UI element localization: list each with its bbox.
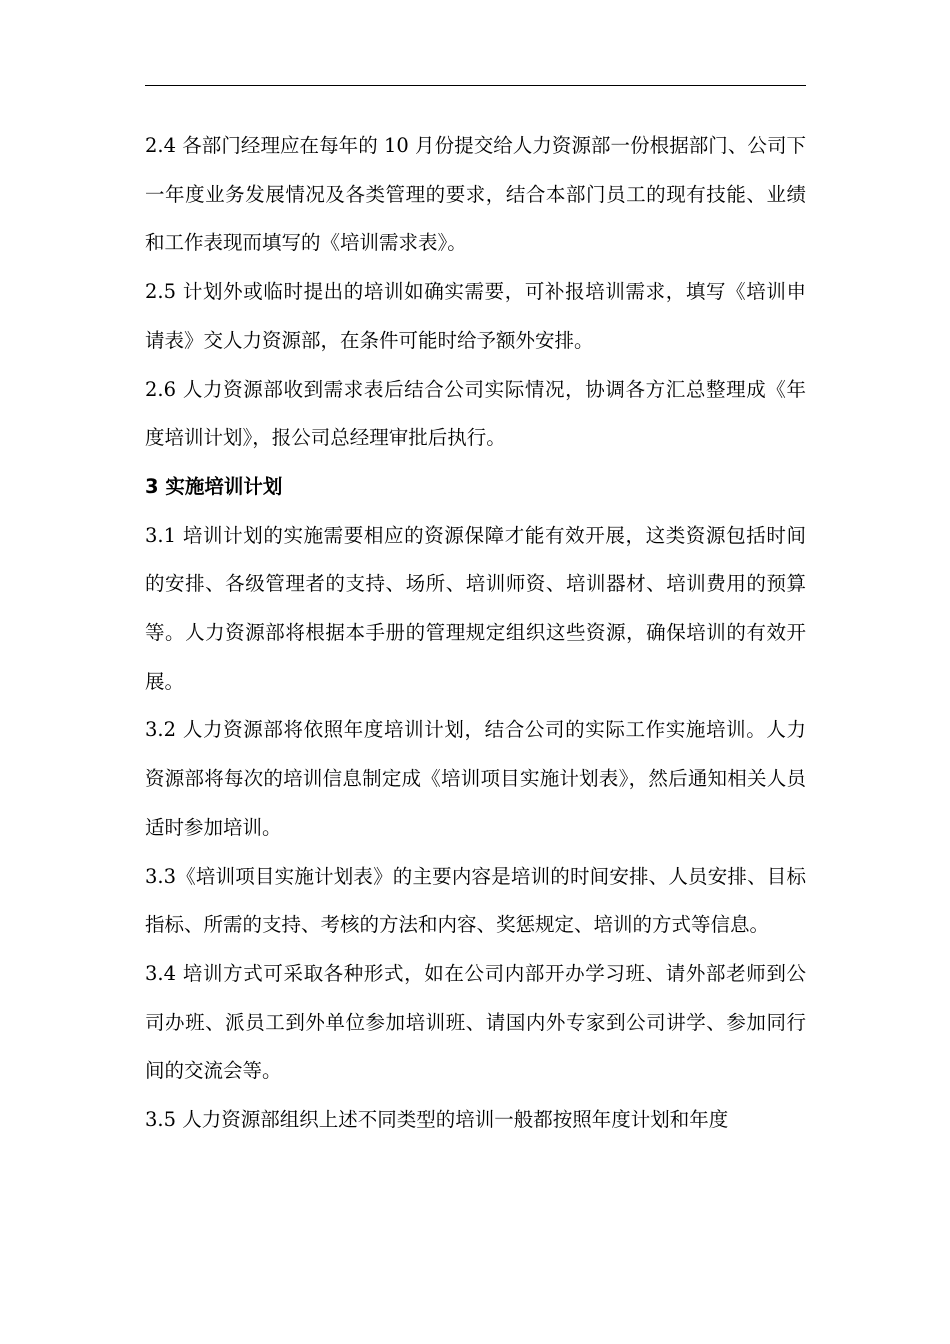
- paragraph-3-3: 3.3《培训项目实施计划表》的主要内容是培训的时间安排、人员安排、目标指标、所需的支持、考核的方法和内容、奖惩规定、培训的方式等信息。: [145, 864, 806, 937]
- header-rule: [145, 85, 806, 86]
- paragraph-3-4: 3.4 培训方式可采取各种形式，如在公司内部开办学习班、请外部老师到公司办班、派员工到外单位参加培训班、请国内外专家到公司讲学、参加同行间的交流会等。: [145, 961, 806, 1083]
- paragraph-2-6: 2.6 人力资源部收到需求表后结合公司实际情况，协调各方汇总整理成《年度培训计划》，报公司总经理审批后执行。: [145, 377, 806, 450]
- paragraph-3-5: 3.5 人力资源部组织上述不同类型的培训一般都按照年度计划和年度: [145, 1108, 729, 1132]
- paragraph-2-4: 2.4 各部门经理应在每年的 10 月份提交给人力资源部一份根据部门、公司下一年度业务发展情况及各类管理的要求，结合本部门员工的现有技能、业绩和工作表现而填写的《培训需求表》。: [145, 134, 806, 255]
- document-body: [145, 122, 806, 1145]
- paragraph-3-2: 3.2 人力资源部将依照年度培训计划，结合公司的实际工作实施培训。人力资源部将每次的培训信息制定成《培训项目实施计划表》，然后通知相关人员适时参加培训。: [145, 718, 806, 839]
- section-heading-3: 3 实施培训计划: [145, 474, 283, 498]
- paragraph-2-5: 2.5 计划外或临时提出的培训如确实需要，可补报培训需求，填写《培训申请表》交人力资源部，在条件可能时给予额外安排。: [145, 280, 806, 352]
- paragraph-3-1: 3.1 培训计划的实施需要相应的资源保障才能有效开展，这类资源包括时间的安排、各级管理者的支持、场所、培训师资、培训器材、培训费用的预算等。人力资源部将根据本手册的管理规定组织这些资源，确保培训的有效开展。: [145, 523, 806, 693]
